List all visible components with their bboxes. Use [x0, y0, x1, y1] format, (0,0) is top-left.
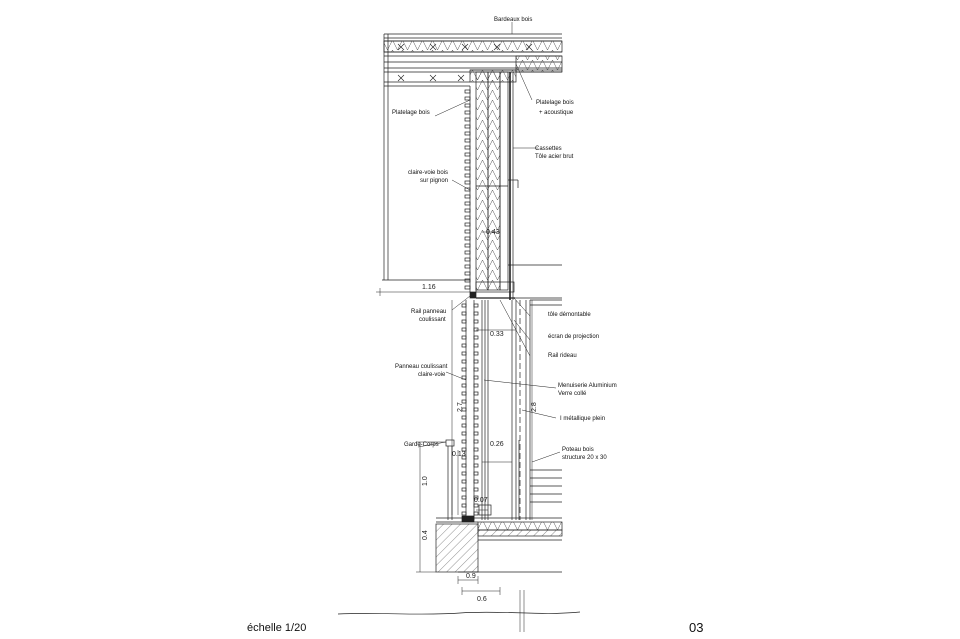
slat [474, 472, 478, 475]
slat [465, 118, 470, 121]
slat [462, 360, 466, 363]
label-poteau-1: Poteau bois [562, 447, 594, 453]
dim-026: 0.26 [490, 441, 504, 448]
slat [474, 368, 478, 371]
slat [465, 223, 470, 226]
slat [465, 230, 470, 233]
slat [465, 265, 470, 268]
slat [465, 90, 470, 93]
slat [465, 209, 470, 212]
slat [474, 336, 478, 339]
slat [465, 174, 470, 177]
slat [474, 448, 478, 451]
slat [474, 504, 478, 507]
slat [474, 480, 478, 483]
slat [462, 416, 466, 419]
slat [465, 181, 470, 184]
slat [462, 472, 466, 475]
slat [474, 408, 478, 411]
slat [465, 251, 470, 254]
label-garde-corps: Garde-Corps [404, 442, 439, 448]
slat [462, 480, 466, 483]
label-platelage-right-2: + acoustique [539, 110, 574, 116]
label-panneau-2: claire-voie [418, 372, 446, 378]
slat [462, 336, 466, 339]
slat [474, 320, 478, 323]
slat [462, 432, 466, 435]
slat [474, 488, 478, 491]
slat [465, 279, 470, 282]
label-cassettes-1: Cassettes [535, 146, 562, 152]
slat [462, 352, 466, 355]
slat [465, 216, 470, 219]
dim-007: 0.07 [474, 497, 488, 504]
label-claire-voie-2: sur pignon [420, 178, 449, 184]
slat [465, 167, 470, 170]
slat [474, 344, 478, 347]
slat [462, 392, 466, 395]
label-platelage-left: Platelage bois [392, 110, 430, 116]
upper-wall-cassettes [470, 72, 562, 300]
slat [474, 392, 478, 395]
slat [465, 202, 470, 205]
label-claire-voie-1: claire-voie bois [408, 170, 449, 176]
slat [465, 160, 470, 163]
dim-013: 0.13 [452, 451, 466, 458]
label-rail-panneau-1: Rail panneau [411, 309, 447, 315]
label-cassettes-2: Tôle acier brut [535, 154, 574, 160]
slat [465, 195, 470, 198]
label-ecran: écran de projection [548, 334, 600, 340]
break-line [338, 612, 580, 614]
slat [465, 125, 470, 128]
slat [474, 440, 478, 443]
slat [462, 320, 466, 323]
slat [474, 352, 478, 355]
dim-116: 1.16 [422, 284, 436, 291]
slat [465, 146, 470, 149]
slat [462, 496, 466, 499]
slat [462, 384, 466, 387]
dim-28: 2.8 [531, 402, 538, 412]
slat [465, 97, 470, 100]
label-menuiserie-2: Verre collé [558, 391, 587, 397]
slat [462, 328, 466, 331]
slat [462, 304, 466, 307]
slat [465, 237, 470, 240]
slat [462, 488, 466, 491]
slat [462, 368, 466, 371]
dim-27: 2.7 [457, 402, 464, 412]
slat [462, 464, 466, 467]
slat [474, 304, 478, 307]
slat [462, 312, 466, 315]
slat [474, 456, 478, 459]
dim-033: 0.33 [490, 331, 504, 338]
label-poteau-2: structure 20 x 30 [562, 455, 607, 461]
slat [465, 132, 470, 135]
label-rail-panneau-2: coulissant [419, 317, 446, 323]
slat [465, 244, 470, 247]
slat [465, 104, 470, 107]
slat [474, 312, 478, 315]
slat [474, 360, 478, 363]
slat [462, 344, 466, 347]
slat [474, 384, 478, 387]
slat [474, 328, 478, 331]
floor-slab [436, 516, 562, 572]
page-number: 03 [689, 620, 704, 635]
slat [474, 512, 478, 515]
slat [474, 376, 478, 379]
scale-label: échelle 1/20 [247, 622, 307, 634]
slat [462, 440, 466, 443]
slat [474, 424, 478, 427]
slat [465, 286, 470, 289]
slat [465, 272, 470, 275]
dim-09: 0.9 [466, 573, 476, 580]
sliding-panel-slats [462, 304, 478, 515]
slat [465, 153, 470, 156]
dim-10: 1.0 [422, 476, 429, 486]
slat [465, 139, 470, 142]
slat [462, 504, 466, 507]
slat [474, 416, 478, 419]
dim-06: 0.6 [477, 596, 487, 603]
slat [462, 512, 466, 515]
slat [465, 111, 470, 114]
slat [474, 400, 478, 403]
label-menuiserie-1: Menuiserie Aluminium [558, 383, 617, 389]
label-tole-demontable: tôle démontable [548, 312, 591, 318]
label-i-metallique: I métallique plein [560, 416, 606, 422]
dim-043: 0.43 [486, 229, 500, 236]
label-panneau-1: Panneau coulissant [395, 364, 448, 370]
label-bardeaux: Bardeaux bois [494, 17, 533, 23]
dim-04: 0.4 [422, 530, 429, 540]
slat [474, 464, 478, 467]
slat [474, 432, 478, 435]
label-rail-rideau: Rail rideau [548, 353, 577, 359]
slat [465, 258, 470, 261]
label-platelage-right-1: Platelage bois [536, 100, 574, 106]
slat [462, 424, 466, 427]
